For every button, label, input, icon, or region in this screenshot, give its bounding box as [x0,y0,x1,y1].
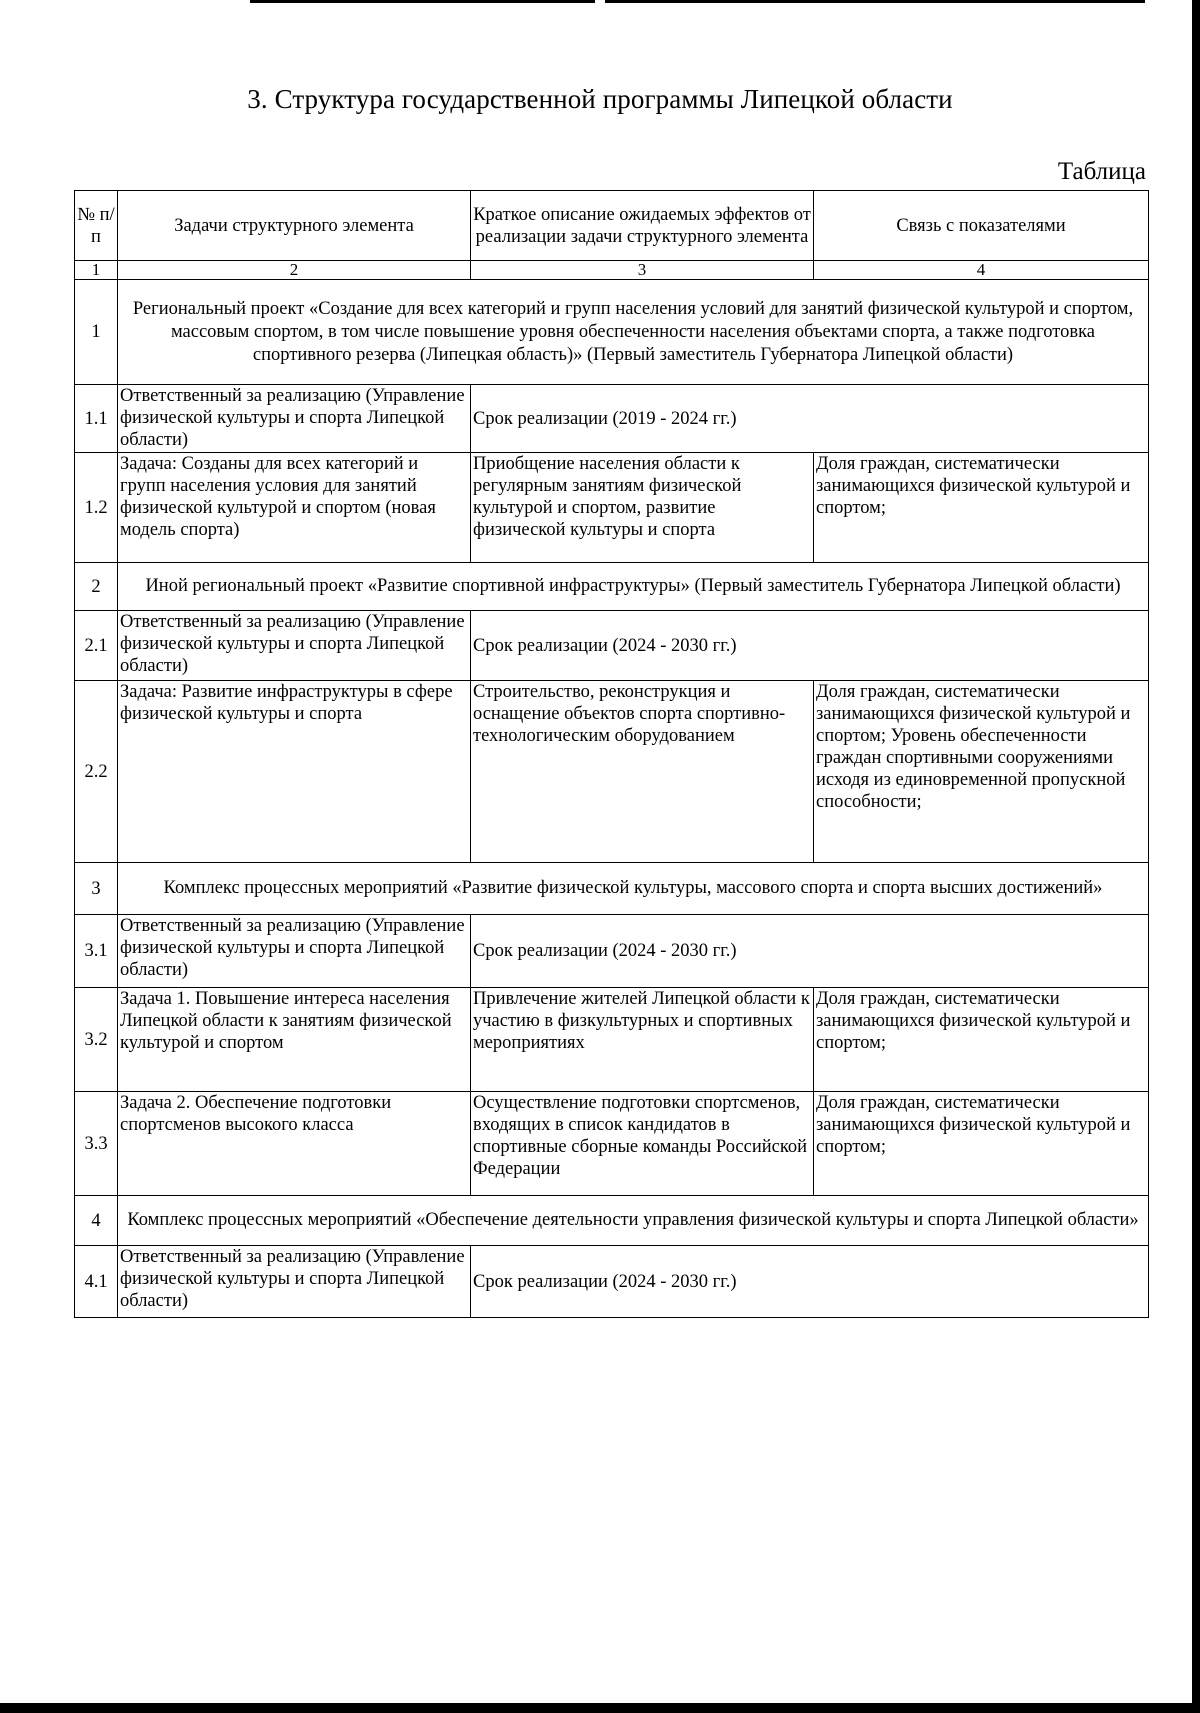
table-row [75,915,1149,988]
table-row [75,280,1149,385]
row-number: 3.3 [75,1092,118,1196]
row-number: 3 [75,863,118,915]
section-title: Региональный проект «Создание для всех категорий и групп населения условий для занятий физической культурой и спортом, массовым спортом, в том числе повышение уровня обеспеченности населения объектами спорта, а также подготовка спортивного резерва (Липецкая область)» (Первый заместитель Губернатора Липецкой области) [118,280,1149,385]
column-number: 2 [118,261,471,280]
document-title: 3. Структура государственной программы Липецкой области [247,84,953,114]
header-tasks: Задачи структурного элемента [118,191,471,261]
table-header-row [75,191,1149,261]
header-effects: Краткое описание ожидаемых эффектов от реализации задачи структурного элемента [471,191,814,261]
row-number: 1 [75,280,118,385]
indicator-cell: Доля граждан, систематически занимающихся физической культурой и спортом; [814,453,1149,563]
row-number: 1.1 [75,385,118,453]
effect-cell: Срок реализации (2024 - 2030 гг.) [471,1246,1149,1318]
row-number: 2.2 [75,681,118,863]
table-row [75,681,1149,863]
table-row [75,563,1149,611]
effect-cell: Осуществление подготовки спортсменов, входящих в список кандидатов в спортивные сборные команды Российской Федерации [471,1092,814,1196]
effect-cell: Строительство, реконструкция и оснащение объектов спорта спортивно-технологическим оборудованием [471,681,814,863]
table-row [75,453,1149,563]
effect-cell: Привлечение жителей Липецкой области к участию в физкультурных и спортивных мероприятиях [471,988,814,1092]
section-title: Иной региональный проект «Развитие спортивной инфраструктуры» (Первый заместитель Губернатора Липецкой области) [118,563,1149,611]
column-number: 4 [814,261,1149,280]
scan-edge-top-right [605,0,1145,3]
table-row [75,1196,1149,1246]
task-cell: Ответственный за реализацию (Управление физической культуры и спорта Липецкой области) [118,1246,471,1318]
indicator-cell: Доля граждан, систематически занимающихся физической культурой и спортом; [814,1092,1149,1196]
column-number-row [75,261,1149,280]
scan-edge-right [1192,0,1200,1713]
task-cell: Ответственный за реализацию (Управление физической культуры и спорта Липецкой области) [118,385,471,453]
section-title: Комплекс процессных мероприятий «Обеспечение деятельности управления физической культуры и спорта Липецкой области» [118,1196,1149,1246]
effect-cell: Срок реализации (2024 - 2030 гг.) [471,915,1149,988]
task-cell: Задача: Созданы для всех категорий и групп населения условия для занятий физической культурой и спортом (новая модель спорта) [118,453,471,563]
column-number: 1 [75,261,118,280]
indicator-cell: Доля граждан, систематически занимающихся физической культурой и спортом; [814,988,1149,1092]
effect-cell: Приобщение населения области к регулярным занятиям физической культурой и спортом, развитие физической культуры и спорта [471,453,814,563]
task-cell: Ответственный за реализацию (Управление физической культуры и спорта Липецкой области) [118,915,471,988]
table-label: Таблица [1057,158,1146,185]
row-number: 3.2 [75,988,118,1092]
scan-edge-top-left [250,0,595,3]
row-number: 3.1 [75,915,118,988]
table-row [75,988,1149,1092]
table-row [75,1092,1149,1196]
structure-table [74,190,1149,1318]
table-row [75,611,1149,681]
column-number: 3 [471,261,814,280]
row-number: 1.2 [75,453,118,563]
effect-cell: Срок реализации (2024 - 2030 гг.) [471,611,1149,681]
scan-edge-bottom [0,1703,1200,1713]
table-row [75,385,1149,453]
header-indicators: Связь с показателями [814,191,1149,261]
table-row [75,1246,1149,1318]
task-cell: Задача 2. Обеспечение подготовки спортсменов высокого класса [118,1092,471,1196]
row-number: 4.1 [75,1246,118,1318]
table-row [75,863,1149,915]
effect-cell: Срок реализации (2019 - 2024 гг.) [471,385,1149,453]
task-cell: Ответственный за реализацию (Управление физической культуры и спорта Липецкой области) [118,611,471,681]
header-number: № п/п [75,191,118,261]
row-number: 2 [75,563,118,611]
task-cell: Задача 1. Повышение интереса населения Липецкой области к занятиям физической культурой и спортом [118,988,471,1092]
task-cell: Задача: Развитие инфраструктуры в сфере физической культуры и спорта [118,681,471,863]
section-title: Комплекс процессных мероприятий «Развитие физической культуры, массового спорта и спорта высших достижений» [118,863,1149,915]
row-number: 2.1 [75,611,118,681]
row-number: 4 [75,1196,118,1246]
indicator-cell: Доля граждан, систематически занимающихся физической культурой и спортом; Уровень обеспеченности граждан спортивными сооружениями исходя из единовременной пропускной способности; [814,681,1149,863]
